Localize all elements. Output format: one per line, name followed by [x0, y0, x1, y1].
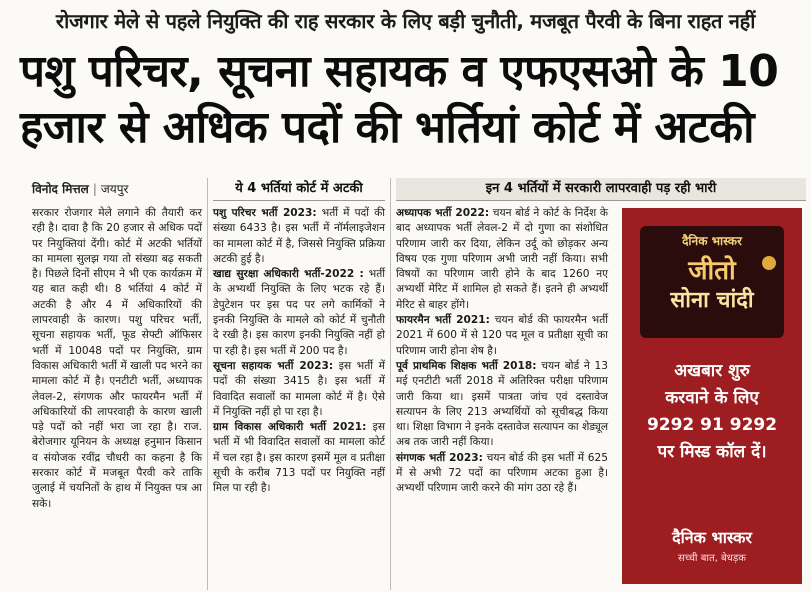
ad-line-2: करवाने के लिए: [665, 388, 759, 408]
court-item-4: ग्राम विकास अधिकारी भर्ती 2021: इस भर्ती में भी विवादित सवालों का मामला कोर्ट में चल रहा है। इस कारण इसमें मूल व प्रतीक्षा सूची के करीब 713 पदों पर नियुक्ति नहीं मिल पा रही है।: [213, 421, 385, 495]
byline: विनोद मित्तल | जयपुर: [32, 182, 129, 196]
column-court: [213, 206, 385, 497]
ad-banner: [640, 226, 784, 338]
kicker-line: रोजगार मेले से पहले नियुक्ति की राह सरकार के लिए बड़ी चुनौती, मजबूत पैरवी के बिना राहत नहीं: [55, 9, 756, 33]
ad-sona-chandi: सोना चांदी: [670, 288, 754, 313]
ad-line-1: अखबार शुरु: [674, 361, 750, 381]
subhead-negligence: इन 4 भर्तियों में सरकारी लापरवाही पड़ रही भारी: [396, 178, 806, 201]
negligence-item-1: अध्यापक भर्ती 2022: चयन बोर्ड ने कोर्ट के निर्देश के बाद अध्यापक भर्ती लेवल-2 में दो गुणा का संशोधित परिणाम जारी कर दिया, लेकिन उर्दू को छोड़कर अन्य विषय एक गुणा परिणाम अभी जारी नहीं किया। सभी विषयों का परिणाम जारी होने के बाद 1260 नए अभ्यर्थी मेरिट में शामिल हो सकते हैं। इतने ही अभ्यर्थी मेरिट से बाहर होंगे।: [396, 207, 608, 311]
court-item-3: सूचना सहायक भर्ती 2023: इस भर्ती में पदों की संख्या 3415 है। इस भर्ती में विवादित सवालों का मामला कोर्ट में है। ऐसे में नियुक्ति नहीं हो पा रहा है।: [213, 359, 385, 418]
ad-line-3: पर मिस्ड कॉल दें।: [657, 442, 767, 462]
intro-paragraph: सरकार रोजगार मेले लगाने की तैयारी कर रही है। दावा है कि 20 हजार से अधिक पदों पर नियुक्तियां देंगी। कोर्ट में अटकी भर्तियों का मामला सुलझ गया तो संख्या बढ़ सकती है। पिछले दिनों सीएम ने भी एक कार्यक्रम में यह बात कही थी। 8 भर्तियां 4 कोर्ट में अटकी है और 4 में अधिकारियों की लापरवाही के कारण। पशु परिचर भर्ती, सूचना सहायक भर्ती, फूड सेफ्टी ऑफिसर भर्ती में 10048 पदों पर नियुक्ति, ग्राम विकास अधिकारी भर्ती में खाली पद भरने का मामला कोर्ट में है। एनटीटी भर्ती, अध्यापक लेवल-2, संगणक और फायरमैन भर्ती में अधिकारियों की लापरवाही के कारण खाली पड़े पदों को नहीं भरा जा रहा है। राज. बेरोजगार यूनियन के अध्यक्ष हनुमान किसान व संयोजक रवींद्र चौधरी का कहना है कि सरकार कोर्ट में मजबूत पैरवी करे ताकि जुलाई में चयनितों के हाथ में नियुक्त पत्र आ सके।: [32, 207, 202, 510]
court-item-1: पशु परिचर भर्ती 2023: भर्ती में पदों की संख्या 6433 है। इस भर्ती में नॉर्मलाइजेशन का मामला कोर्ट में है, जिससे नियुक्ति प्रक्रिया अटकी हुई है।: [213, 207, 385, 265]
court-item-2: खाद्य सुरक्षा अधिकारी भर्ती-2022 : भर्ती के अभ्यर्थी नियुक्ति के लिए भटक रहे हैं। डेपुटेशन पर इस पद पर लगे कार्मिकों ने इनकी नियुक्ति के मामले को कोर्ट में चुनौती दे रखी है। इस कारण इनकी नियुक्ति नहीं हो पा रही है। इस भर्ती में 200 पद है।: [213, 268, 385, 357]
ad-logo-text: दैनिक भास्कर: [672, 528, 752, 547]
ad-tagline: सच्ची बात, बेधड़क: [678, 553, 746, 564]
ad-brand: दैनिक भास्कर: [682, 234, 742, 248]
headline-line-1: पशु परिचर, सूचना सहायक व एफएसओ के 10: [20, 46, 779, 97]
dateline-place: जयपुर: [100, 182, 129, 196]
headline: [20, 44, 800, 156]
negligence-item-3: पूर्व प्राथमिक शिक्षक भर्ती 2018: चयन बोर्ड ने 13 मई एनटीटी भर्ती 2018 में अतिरिक्त परीक्षा परिणाम जारी किया था। इसमें पात्रता जांच एवं दस्तावेज सत्यापन के लिए 213 अभ्यर्थियों को सूचीबद्ध किया था। शिक्षा विभाग ने इनके दस्तावेज सत्यापन का शेड्यूल अब तक जारी नहीं किया।: [396, 359, 608, 449]
author-name: विनोद मित्तल: [32, 182, 89, 196]
column-divider: [390, 178, 391, 590]
negligence-item-2: फायरमैन भर्ती 2021: चयन बोर्ड की फायरमैन भर्ती 2021 में 600 में से 120 पद मूल व प्रतीक्षा सूची का परिणाम जारी होना शेष है।: [396, 314, 608, 357]
advertisement: [622, 208, 802, 584]
column-intro: [32, 206, 202, 512]
subhead-court: ये 4 भर्तियां कोर्ट में अटकी: [213, 178, 385, 201]
ad-jeeto: जीतो: [688, 256, 736, 286]
column-divider: [207, 178, 208, 590]
ad-logo: [622, 526, 802, 564]
negligence-item-4: संगणक भर्ती 2023: चयन बोर्ड की इस भर्ती में 625 में से अभी 72 पदों का परिणाम अटका हुआ है। अभ्यर्थी परिणाम जारी करने की मांग उठा रहे हैं।: [396, 451, 609, 495]
ad-phone: 9292 91 9292: [646, 415, 778, 435]
column-negligence: [396, 206, 608, 497]
ad-body: [622, 358, 802, 466]
headline-line-2: हजार से अधिक पदों की भर्तियां कोर्ट में अटकी: [20, 102, 754, 153]
coin-icon: [762, 256, 776, 270]
